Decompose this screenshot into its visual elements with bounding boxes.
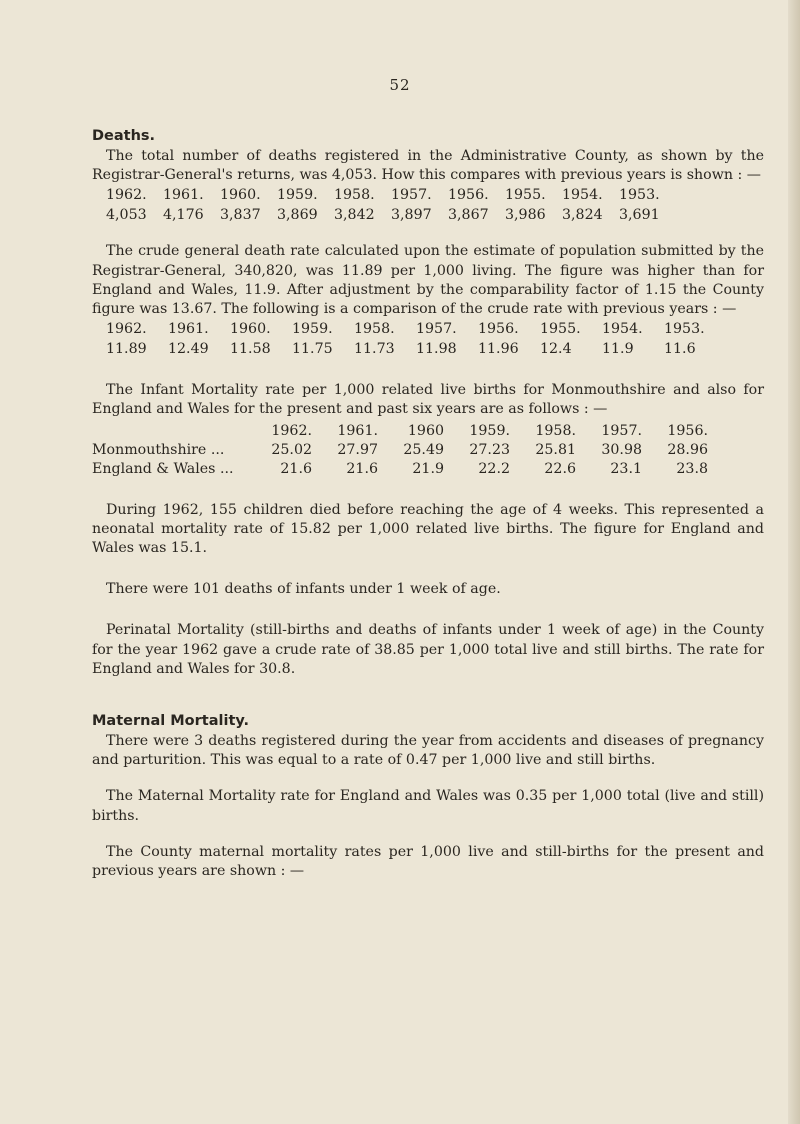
year-header-cell: 1960 [407,422,444,439]
table-row [92,460,708,479]
rate-year-cell: 1961. [168,321,209,338]
row-label: England & Wales ... [92,460,234,477]
deaths-count-cell: 3,691 [619,207,660,224]
deaths-count-cell: 3,842 [334,207,375,224]
neonatal-paragraph: During 1962, 155 children died before reaching the age of 4 weeks. This represented a neonatal mortality rate of 15.82 per 1,000 related live births. The figure for England and Wales was 15.1. [92,501,764,557]
year-header-cell: 1956. [667,422,708,439]
maternal-paragraph-1: There were 3 deaths registered during the year from accidents and diseases of pregnancy and parturition. This was equal to a rate of 0.47 per 1,000 live and still births. [92,733,764,769]
rate-cell: 30.98 [601,441,642,458]
rate-cell: 27.23 [469,441,510,458]
page-number: 52 [389,76,411,94]
perinatal-paragraph: Perinatal Mortality (still-births and deaths of infants under 1 week of age) in the County for the year 1962 gave a crude rate of 38.85 per 1,000 total live and still births. The rate for England and Wales for 30.8. [92,622,764,677]
deaths-count-cell: 3,867 [448,207,489,224]
deaths-count-cell: 3,837 [220,207,261,224]
infant-mortality-intro: The Infant Mortality rate per 1,000 related live births for Monmouthshire and also for England and Wales for the present and past six years are as follows : — [92,382,764,418]
rate-value-cell: 12.4 [540,341,572,358]
rate-value-cell: 12.49 [168,341,209,358]
rate-years-row [92,319,764,339]
rate-cell: 23.8 [676,460,708,477]
deaths-count-cell: 3,824 [562,207,603,224]
maternal-paragraph-3: The County maternal mortality rates per 1,000 live and still-births for the present and previous years are shown : — [92,843,764,880]
rate-year-cell: 1957. [416,321,457,338]
rate-cell: 21.6 [280,460,312,477]
deaths-year-cell: 1961. [163,187,204,204]
rate-year-cell: 1962. [106,321,147,338]
rate-cell: 25.49 [403,441,444,458]
rate-year-cell: 1958. [354,321,395,338]
deaths-heading: Deaths. [92,128,156,144]
rate-cell: 28.96 [667,441,708,458]
rate-cell: 23.1 [610,460,642,477]
rate-year-cell: 1954. [602,321,643,338]
deaths-year-cell: 1953. [619,187,660,204]
under-week-paragraph: There were 101 deaths of infants under 1 week of age. [106,581,501,598]
rate-value-cell: 11.6 [664,341,696,358]
rate-cell: 21.6 [346,460,378,477]
deaths-year-cell: 1954. [562,187,603,204]
rate-cell: 25.02 [271,441,312,458]
year-header-cell: 1962. [271,422,312,439]
deaths-count-cell: 4,176 [163,207,204,224]
row-label: Monmouthshire ... [92,441,225,458]
table-header-row [92,422,708,441]
deaths-year-cell: 1959. [277,187,318,204]
deaths-count-cell: 3,986 [505,207,546,224]
rate-cell: 22.6 [544,460,576,477]
rate-cell: 27.97 [337,441,378,458]
rate-year-cell: 1953. [664,321,705,338]
rate-value-cell: 11.75 [292,341,333,358]
deaths-year-cell: 1962. [106,187,147,204]
rate-value-cell: 11.96 [478,341,519,358]
deaths-counts-row [92,205,764,225]
year-header-cell: 1957. [601,422,642,439]
deaths-year-cell: 1960. [220,187,261,204]
maternal-paragraph-2: The Maternal Mortality rate for England and Wales was 0.35 per 1,000 total (live and still) births. [92,788,764,824]
deaths-count-cell: 4,053 [106,207,147,224]
rate-year-cell: 1960. [230,321,271,338]
rate-value-cell: 11.9 [602,341,634,358]
deaths-years-row [92,185,764,205]
rate-year-cell: 1959. [292,321,333,338]
rate-values-row [92,339,764,359]
deaths-count-cell: 3,869 [277,207,318,224]
rate-value-cell: 11.98 [416,341,457,358]
deaths-year-cell: 1955. [505,187,546,204]
rate-cell: 25.81 [535,441,576,458]
deaths-year-cell: 1958. [334,187,375,204]
crude-rate-paragraph: The crude general death rate calculated upon the estimate of population submitted by the Registrar-General, 340,820, was 11.89 per 1,000 living. The figure was higher than for England and Wales, 11.9. After adjustment by the comparability factor of 1.15 the County figure was 13.67. The following is a comparison of the crude rate with previous years : — [92,243,764,318]
deaths-count-cell: 3,897 [391,207,432,224]
year-header-cell: 1961. [337,422,378,439]
deaths-year-cell: 1957. [391,187,432,204]
document-body [92,128,764,881]
deaths-intro: The total number of deaths registered in the Administrative County, as shown by the Registrar-General's returns, was 4,053. How this compares with previous years is shown : — [92,148,764,184]
maternal-heading: Maternal Mortality. [92,713,250,730]
rate-cell: 22.2 [478,460,510,477]
page-edge-shadow [788,0,800,1124]
rate-year-cell: 1956. [478,321,519,338]
infant-mortality-table [92,422,708,479]
deaths-year-cell: 1956. [448,187,489,204]
table-row [92,441,708,460]
rate-value-cell: 11.73 [354,341,395,358]
rate-year-cell: 1955. [540,321,581,338]
year-header-cell: 1958. [535,422,576,439]
rate-value-cell: 11.89 [106,341,147,358]
rate-value-cell: 11.58 [230,341,271,358]
rate-cell: 21.9 [412,460,444,477]
year-header-cell: 1959. [469,422,510,439]
